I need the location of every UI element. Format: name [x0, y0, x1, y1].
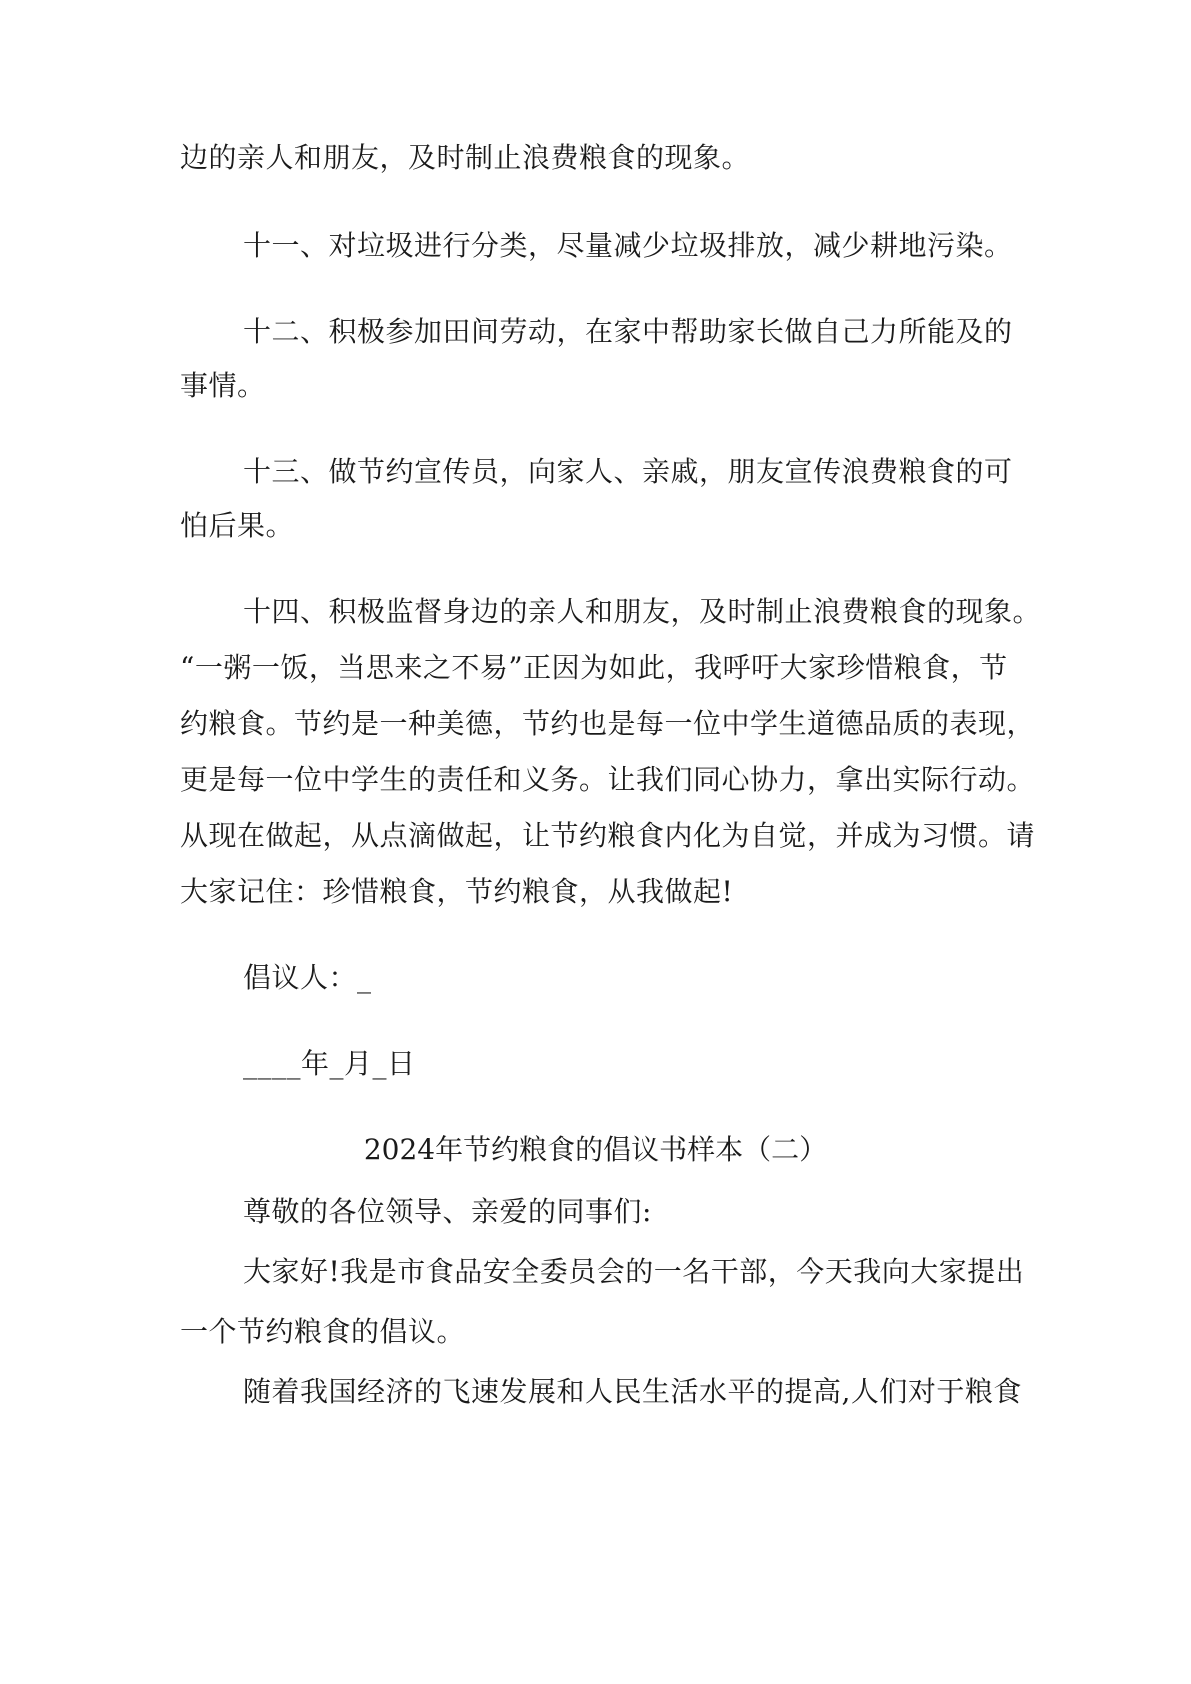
salutation: 尊敬的各位领导、亲爱的同事们:: [243, 1195, 652, 1228]
section-title: 2024年节约粮食的倡议书样本（二）: [363, 1133, 828, 1166]
text-line: 十二、积极参加田间劳动，在家中帮助家长做自己力所能及的: [243, 315, 1013, 348]
text-line: 更是每一位中学生的责任和义务。让我们同心协力，拿出实际行动。: [180, 763, 1036, 796]
text-line: “一粥一饭，当思来之不易”正因为如此，我呼吁大家珍惜粮食，节: [180, 651, 1008, 684]
text-line: 从现在做起，从点滴做起，让节约粮食内化为自觉，并成为习惯。请: [180, 819, 1036, 852]
text-line: 十一、对垃圾进行分类，尽量减少垃圾排放，减少耕地污染。: [243, 229, 1013, 262]
date-line: ____年_月_日: [243, 1047, 416, 1080]
text-line: 事情。: [180, 369, 266, 402]
text-line: 十四、积极监督身边的亲人和朋友，及时制止浪费粮食的现象。: [243, 595, 1042, 628]
text-line: 一个节约粮食的倡议。: [180, 1315, 466, 1348]
text-line: 十三、做节约宣传员，向家人、亲戚，朋友宣传浪费粮食的可: [243, 455, 1013, 488]
text-line: 约粮食。节约是一种美德，节约也是每一位中学生道德品质的表现，: [180, 707, 1036, 740]
text-line: 怕后果。: [180, 509, 295, 542]
text-line: 边的亲人和朋友，及时制止浪费粮食的现象。: [180, 141, 751, 174]
text-line: 大家记住：珍惜粮食，节约粮食，从我做起!: [180, 875, 734, 908]
text-line: 大家好!我是市食品安全委员会的一名干部，今天我向大家提出: [243, 1255, 1025, 1288]
text-line: 随着我国经济的飞速发展和人民生活水平的提高,人们对于粮食: [243, 1375, 1022, 1408]
signature-label: 倡议人：_: [243, 961, 372, 994]
